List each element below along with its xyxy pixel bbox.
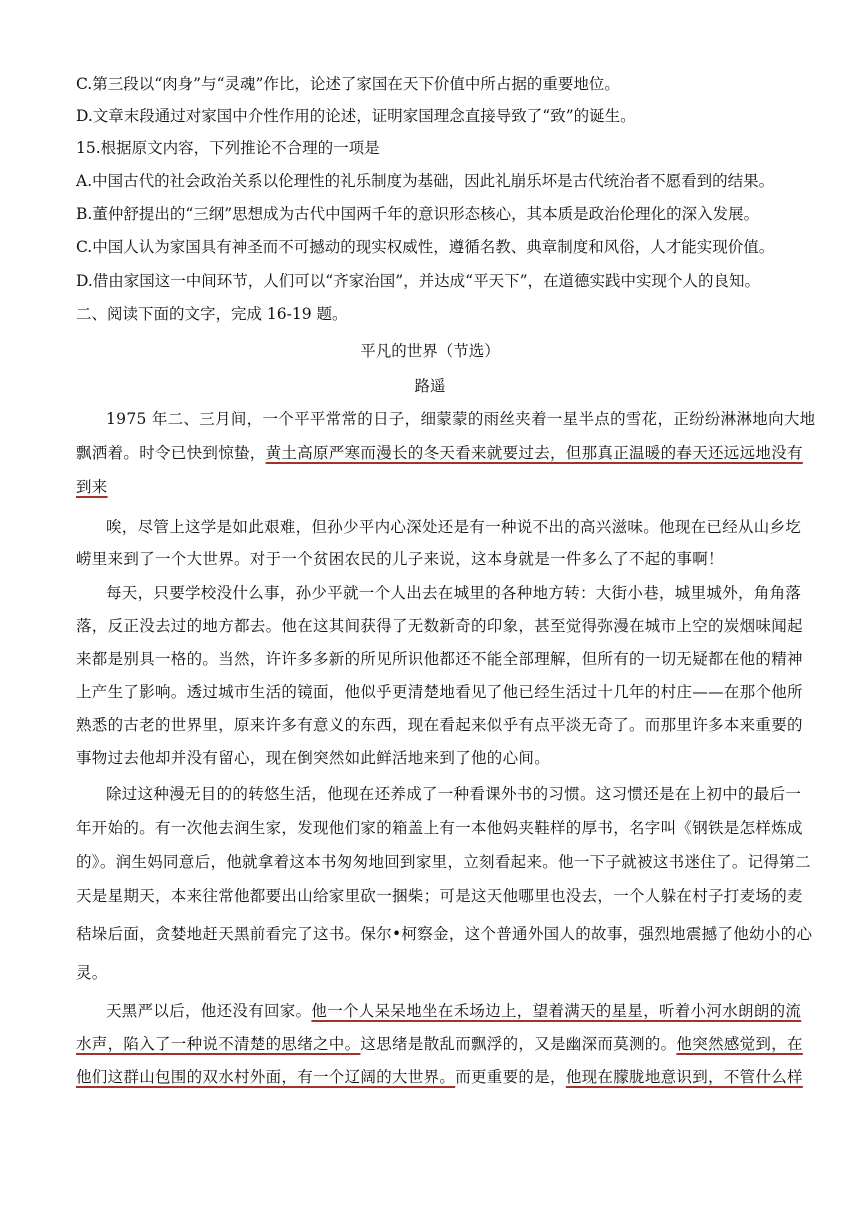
paragraph-line: 1975 年二、三月间，一个平平常常的日子，细蒙蒙的雨丝夹着一星半点的雪花，正纷纷淋淋地向大地 [106,410,816,428]
paragraph-line: 来都是别具一格的。当然，许许多多新的所见所识他都还不能全部理解，但所有的一切无疑都在他的精神 [76,650,803,668]
paragraph-line: 落，反正没去过的地方都去。他在这其间获得了无数新奇的印象，甚至觉得弥漫在城市上空的炭烟味闻起 [76,617,803,635]
q14-option-c: C.第三段以“肉身”与“灵魂”作比，论述了家国在天下价值中所占据的重要地位。 [76,75,620,93]
paragraph-line: 上产生了影响。透过城市生活的镜面，他似乎更清楚地看见了他已经生活过十几年的村庄——在那个他所 [76,683,803,701]
paragraph-line: 除过这种漫无目的的转悠生活，他现在还养成了一种看课外书的习惯。这习惯还是在上初中的最后一 [106,785,802,803]
q15-option-a: A.中国古代的社会政治关系以伦理性的礼乐制度为基础，因此礼崩乐坏是古代统治者不愿看到的结果。 [76,172,775,190]
underlined-text: 他一个人呆呆地坐在禾场边上，望着满天的星星，听着小河水朗朗的流 [311,1002,802,1020]
paragraph-line: 熟悉的古老的世界里，原来许多有意义的东西，现在看起来似乎有点平淡无奇了。而那里许多本来重要的 [76,716,803,734]
passage-title: 平凡的世界（节选） [360,342,500,360]
paragraph-line: 他们这群山包围的双水村外面，有一个辽阔的大世界。而更重要的是，他现在朦胧地意识到，不管什么样 [76,1068,803,1086]
paragraph-line: 水声，陷入了一种说不清楚的思绪之中。这思绪是散乱而飘浮的，又是幽深而莫测的。他突然感觉到，在 [76,1035,803,1053]
q15-option-c: C.中国人认为家国具有神圣而不可撼动的现实权威性，遵循名教、典章制度和风俗，人才能实现价值。 [76,238,775,256]
paragraph-line: 天是星期天，本来往常他都要出山给家里砍一捆柴；可是这天他哪里也没去，一个人躲在村子打麦场的麦 [76,887,803,905]
paragraph-line: 天黑严以后，他还没有回家。他一个人呆呆地坐在禾场边上，望着满天的星星，听着小河水朗朗的流 [106,1002,802,1020]
paragraph-line: 唉，尽管上这学是如此艰难，但孙少平内心深处还是有一种说不出的高兴滋味。他现在已经从山乡圪 [106,518,802,536]
q15-stem: 15.根据原文内容，下列推论不合理的一项是 [76,139,380,157]
underlined-text: 到来 [76,478,108,496]
q15-option-b: B.董仲舒提出的“三纲”思想成为古代中国两千年的意识形态核心，其本质是政治伦理化的深入发展。 [76,205,760,223]
paragraph-line: 灵。 [76,964,108,982]
section-heading: 二、阅读下面的文字，完成 16-19 题。 [76,305,348,323]
underlined-text: 他现在朦胧地意识到，不管什么样 [565,1068,803,1086]
paragraph-line: 飘洒着。时令已快到惊蛰，黄土高原严寒而漫长的冬天看来就要过去，但那真正温暖的春天还远远地没有 [76,444,803,462]
underlined-text: 水声，陷入了一种说不清楚的思绪之中。 [76,1035,361,1053]
passage-author: 路遥 [414,377,446,395]
paragraph-line: 事物过去他却并没有留心，现在倒突然如此鲜活地来到了他的心间。 [76,749,551,767]
paragraph-line: 秸垛后面，贪婪地赶天黑前看完了这书。保尔•柯察金，这个普通外国人的故事，强烈地震撼了他幼小的心 [76,925,813,943]
underlined-text: 黄土高原严寒而漫长的冬天看来就要过去，但那真正温暖的春天还远远地没有 [265,444,803,462]
paragraph-line: 的》。润生妈同意后，他就拿着这本书匆匆地回到家里，立刻看起来。他一下子就被这书迷住了。记得第二 [76,853,811,871]
paragraph-line [76,476,788,498]
paragraph-line: 每天，只要学校没什么事，孙少平就一个人出去在城里的各种地方转：大街小巷，城里城外，角角落 [106,584,802,602]
underlined-text: 他们这群山包围的双水村外面，有一个辽阔的大世界。 [76,1068,456,1086]
paragraph-line: 崂里来到了一个大世界。对于一个贫困农民的儿子来说，这本身就是一件多么了不起的事啊！ [76,550,724,568]
underlined-text: 他突然感觉到，在 [676,1035,803,1053]
q14-option-d: D.文章末段通过对家国中介性作用的论述，证明家国理念直接导致了“致”的诞生。 [76,107,636,125]
paragraph-line: 年开始的。有一次他去润生家，发现他们家的箱盖上有一本他妈夹鞋样的厚书，名字叫《钢铁是怎样炼成 [76,819,803,837]
q15-option-d: D.借由家国这一中间环节，人们可以“齐家治国”，并达成“平天下”，在道德实践中实现个人的良知。 [76,272,761,290]
